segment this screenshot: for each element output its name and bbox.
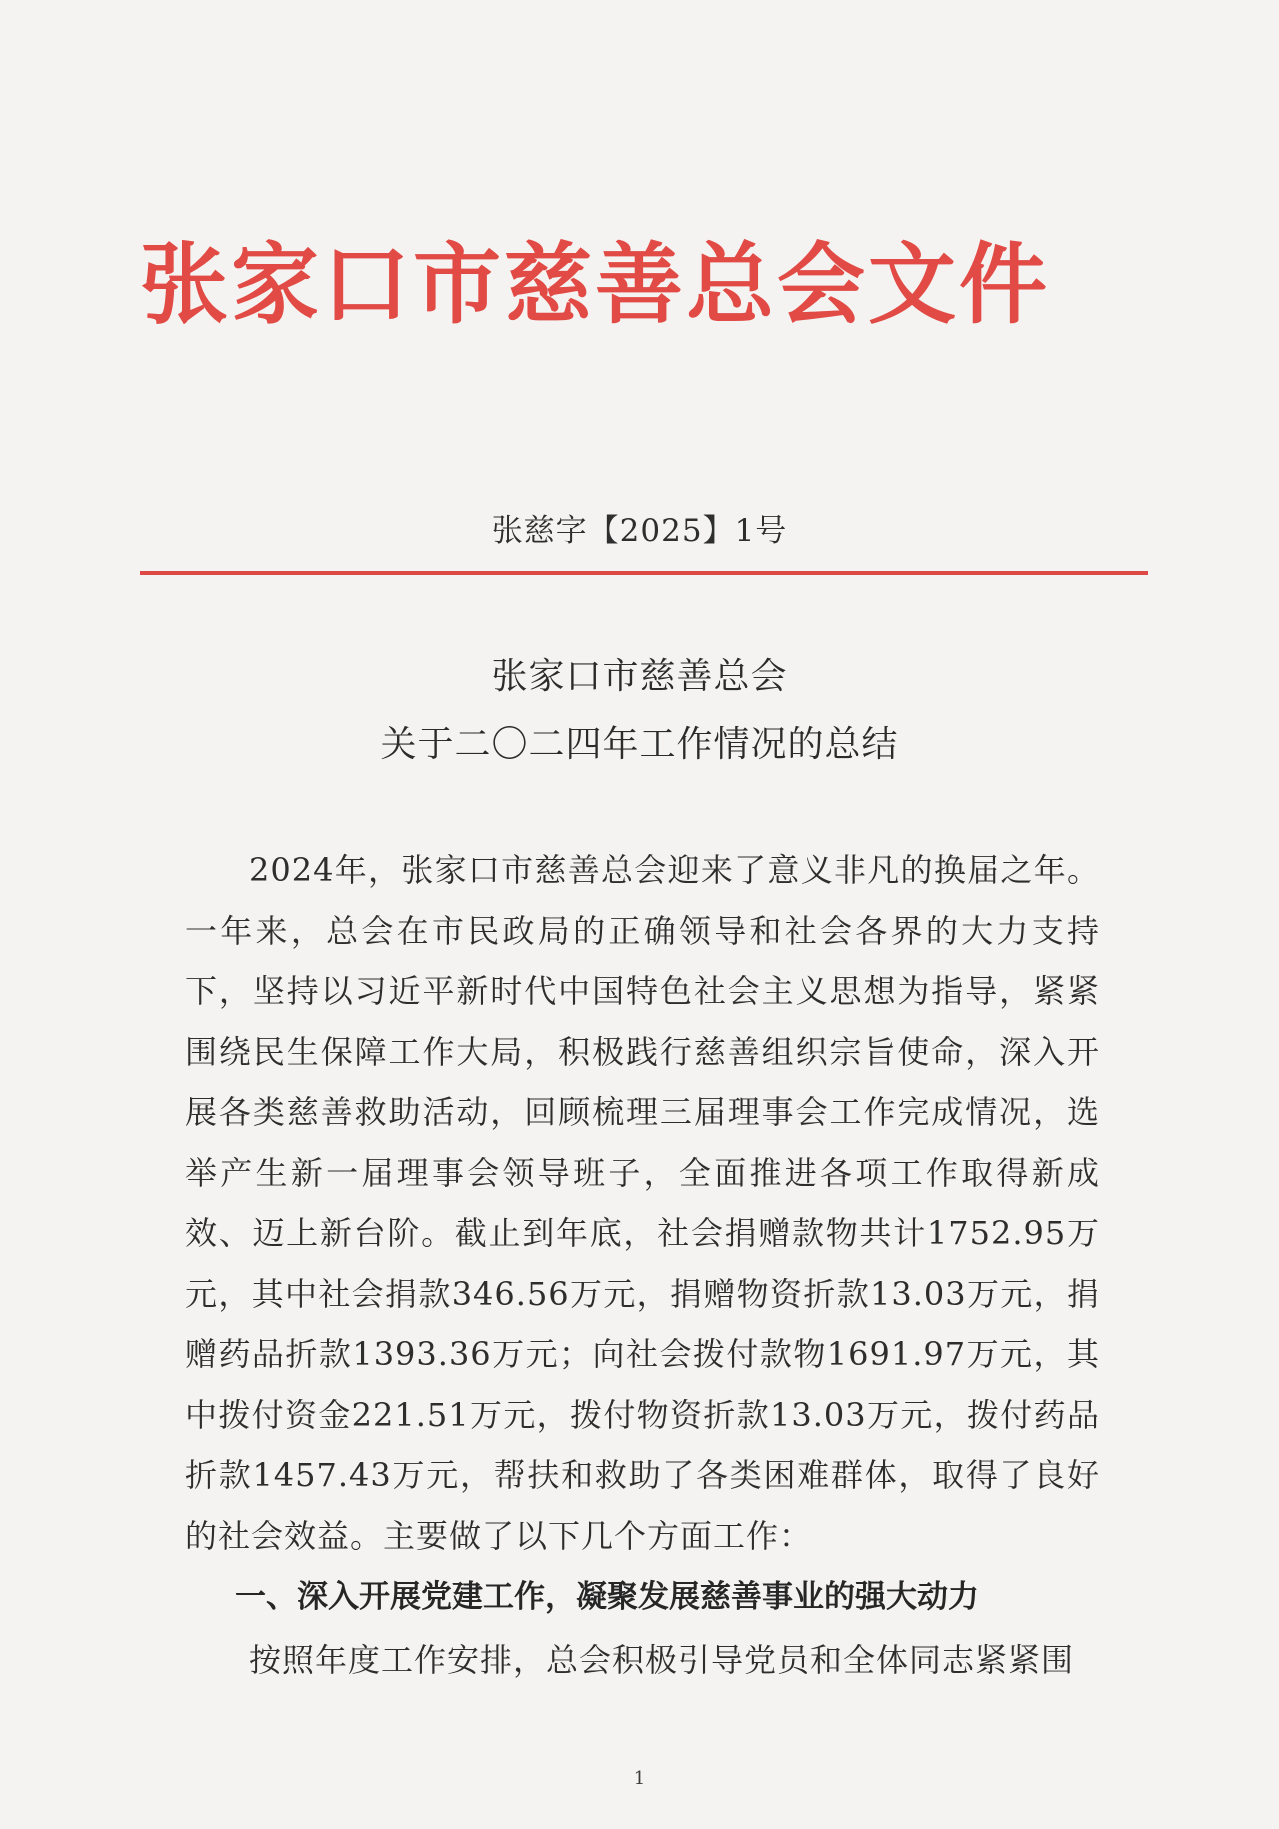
section-1-paragraph: 按照年度工作安排，总会积极引导党员和全体同志紧紧围: [249, 1641, 1075, 1679]
document-number: 张慈字【2025】1号: [491, 513, 788, 549]
page-number: 1: [633, 1768, 646, 1789]
document-header-title: 张家口市慈善总会文件: [140, 232, 1051, 336]
section-1-heading: 一、深入开展党建工作，凝聚发展慈善事业的强大动力: [235, 1579, 979, 1615]
intro-paragraph: 2024年，张家口市慈善总会迎来了意义非凡的换届之年。一年来，总会在市民政局的正确领导和社会各界的大力支持下，坚持以习近平新时代中国特色社会主义思想为指导，紧紧围绕民生保障工作大局，积极践行慈善组织宗旨使命，深入开展各类慈善救助活动，回顾梳理三届理事会工作完成情况，选举产生新一届理事会领导班子，全面推进各项工作取得新成效、迈上新台阶。截止到年底，社会捐赠款物共计1752.95万元，其中社会捐款346.56万元，捐赠物资折款13.03万元，捐赠药品折款1393.36万元；向社会拨付款物1691.97万元，其中拨付资金221.51万元，拨付物资折款13.03万元，拨付药品折款1457.43万元，帮扶和救助了各类困难群体，取得了良好的社会效益。主要做了以下几个方面工作：: [185, 851, 1100, 1555]
red-divider-line: [140, 571, 1148, 575]
document-title-line-2: 关于二〇二四年工作情况的总结: [380, 724, 899, 765]
document-title-line-1: 张家口市慈善总会: [491, 656, 788, 697]
